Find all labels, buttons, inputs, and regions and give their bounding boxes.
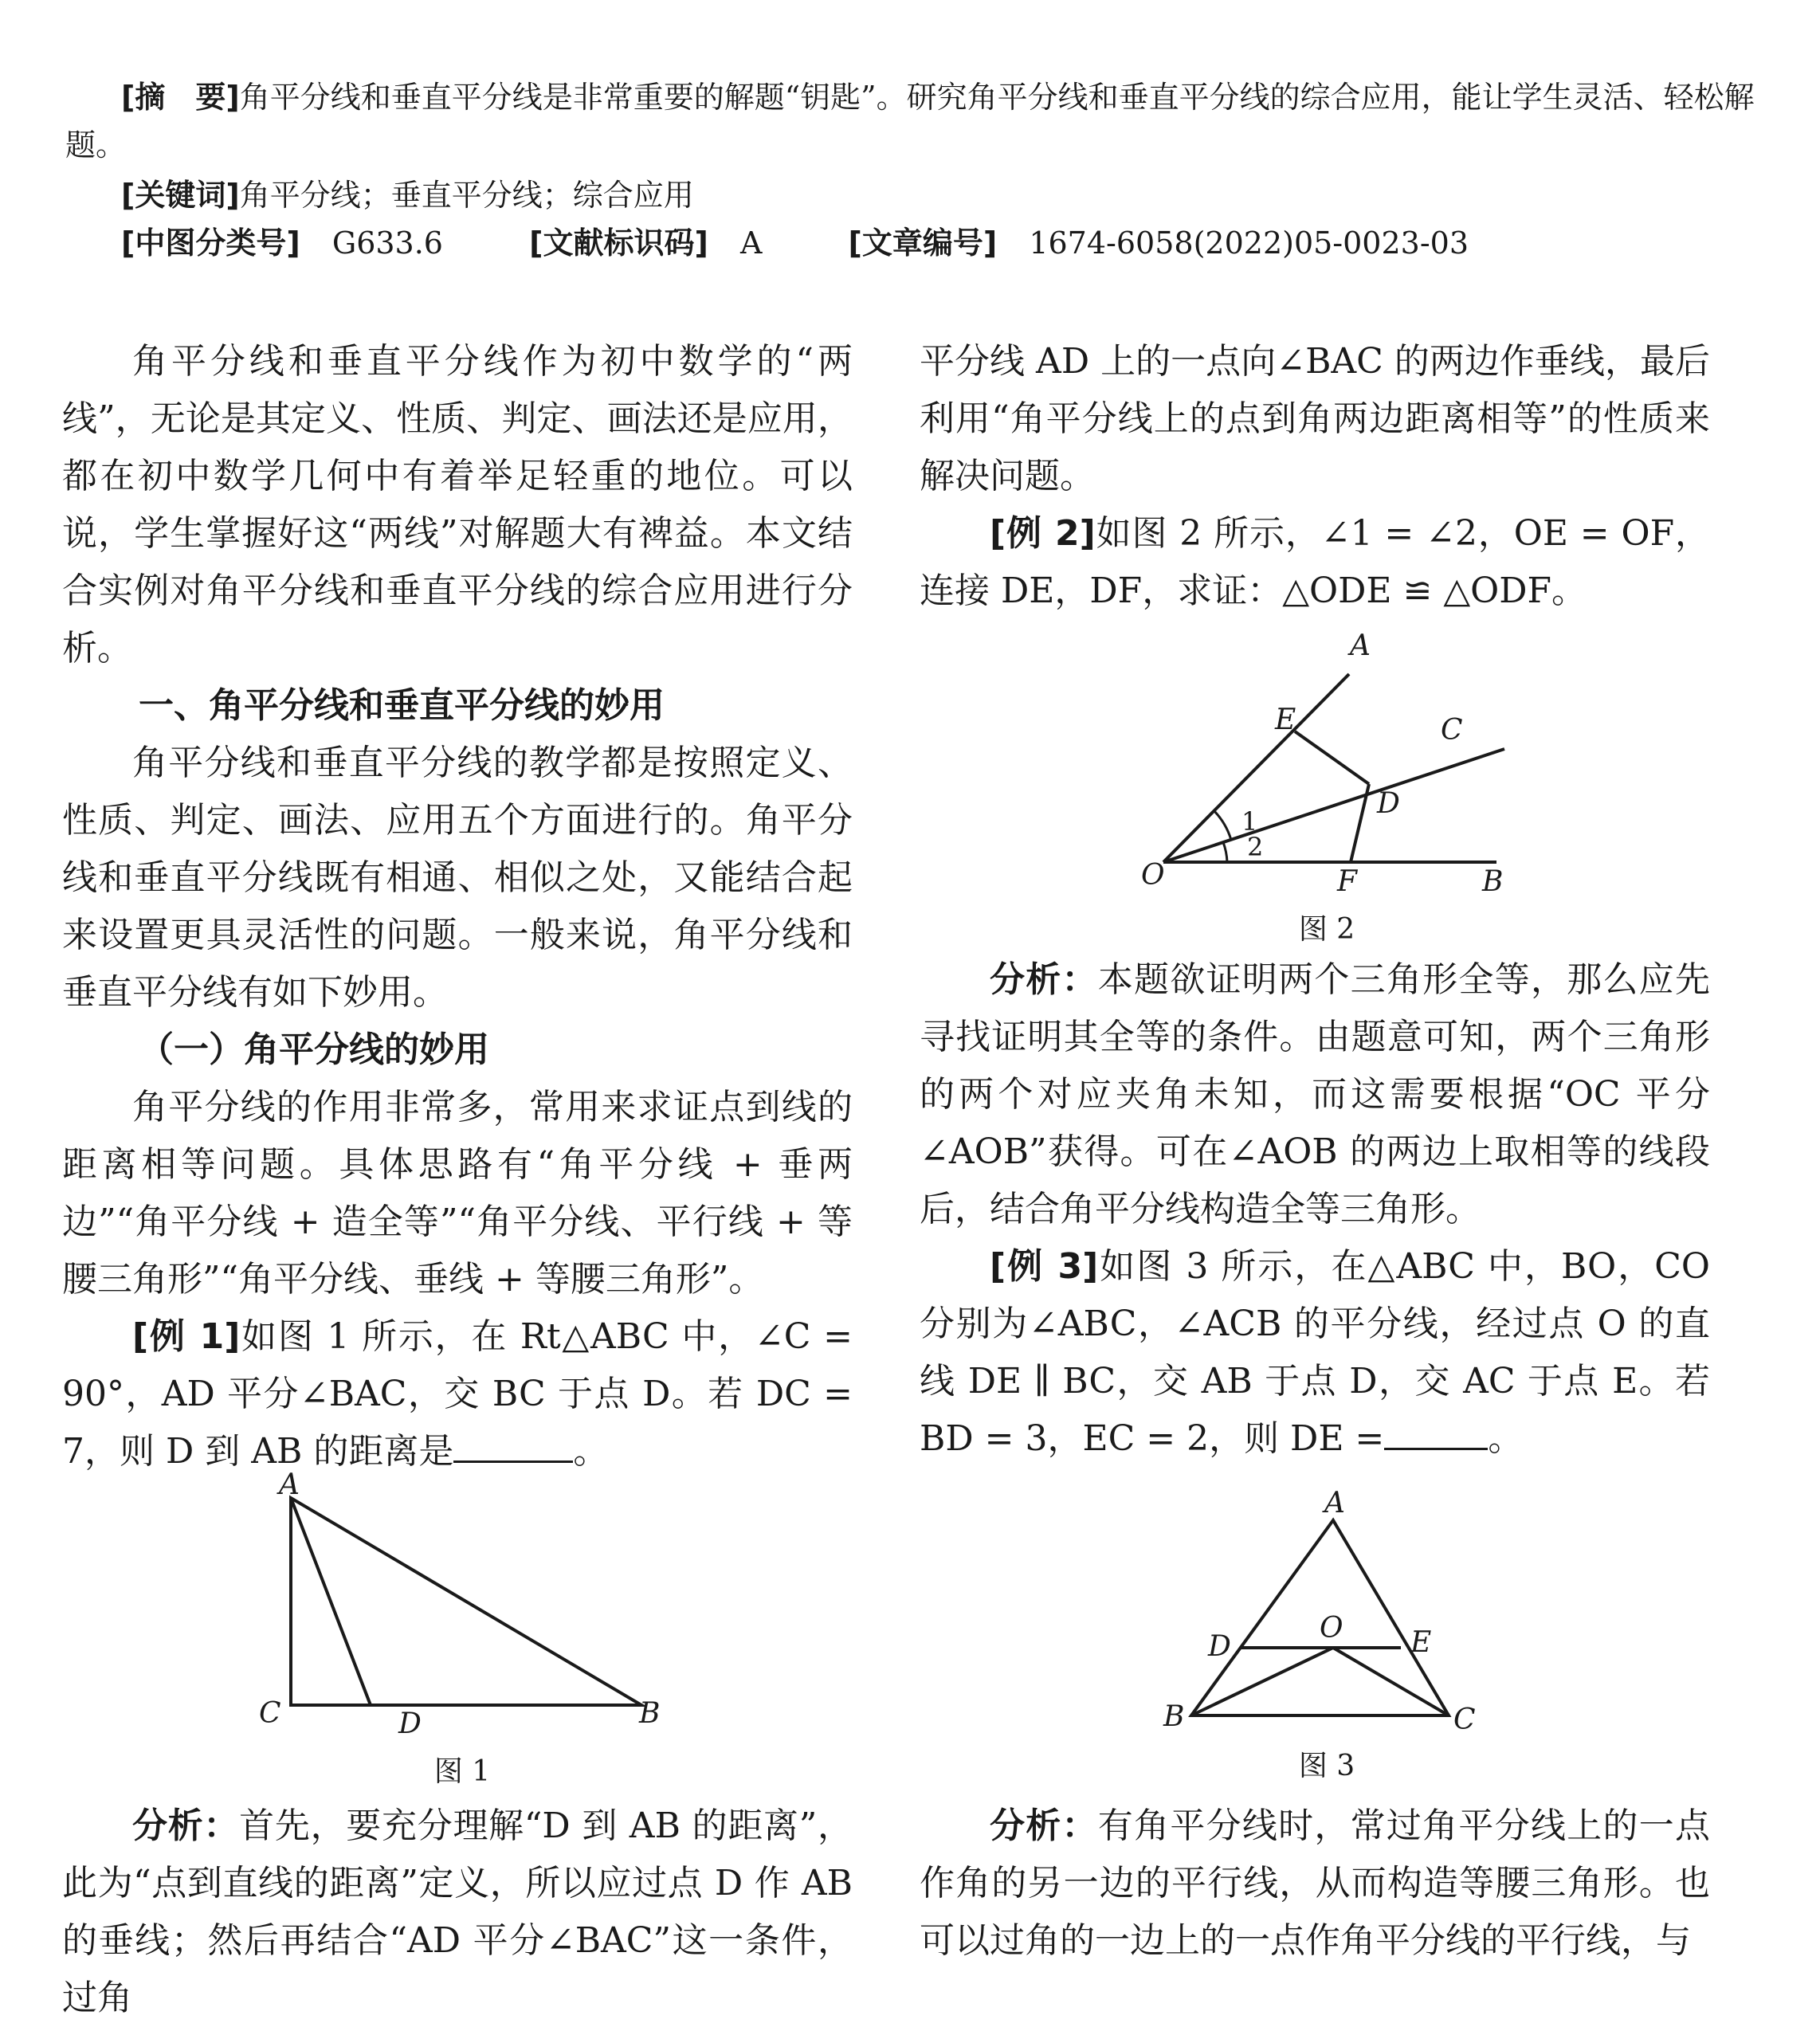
- analysis3-label: 分析：: [990, 1805, 1098, 1846]
- analysis2-text: 本题欲证明两个三角形全等，那么应先寻找证明其全等的条件。由题意可知，两个三角形的两个对应夹角未知，而这需要根据“OC 平分∠AOB”获得。可在∠AOB 的两边上取相等的线段后，结合角平分线构造全等三角形。: [920, 959, 1711, 1229]
- article-no-value: 1674-6058(2022)05-0023-03: [1029, 225, 1469, 261]
- example1-label: [例 1]: [132, 1316, 241, 1357]
- example3-text: 如图 3 所示，在△ABC 中，BO，CO 分别为∠ABC，∠ACB 的平分线，经过点 O 的直线 DE ∥ BC，交 AB 于点 D，交 AC 于点 E。若 BD = 3，EC = 2，则 DE =: [920, 1246, 1711, 1459]
- angle-1-arc: [1214, 811, 1231, 840]
- fig2-label-1: 1: [1241, 806, 1258, 837]
- ray-oc: [1163, 749, 1504, 862]
- sub1-title: （一）角平分线的妙用: [139, 1029, 489, 1070]
- keywords-text: 角平分线；垂直平分线；综合应用: [239, 178, 694, 213]
- analysis2-label: 分析：: [990, 959, 1098, 1000]
- answer-blank-3: [1384, 1420, 1488, 1450]
- right-column-analysis: [920, 951, 1710, 1468]
- fig3-label-o: O: [1320, 1612, 1343, 1645]
- fig3-label-b: B: [1163, 1700, 1185, 1733]
- analysis3-text: 有角平分线时，常过角平分线上的一点作角的另一边的平行线，从而构造等腰三角形。也可以过角的一边上的一点作角平分线的平行线，与: [920, 1805, 1711, 1961]
- right-column: [920, 333, 1710, 620]
- figure-3: [1147, 1482, 1498, 1737]
- fig3-label-e: E: [1410, 1626, 1432, 1659]
- section1-title: 一、角平分线和垂直平分线的妙用: [139, 685, 665, 726]
- analysis1-label: 分析：: [132, 1805, 240, 1846]
- example1-text: 如图 1 所示，在 Rt△ABC 中，∠C = 90°，AD 平分∠BAC，交 BC 于点 D。若 DC = 7，则 D 到 AB 的距离是: [62, 1316, 853, 1472]
- left-column: [62, 333, 853, 1480]
- example2-text: 如图 2 所示，∠1 = ∠2，OE = OF，连接 DE，DF，求证：△ODE ≌ △ODF。: [920, 513, 1710, 611]
- fig3-label-d: D: [1208, 1630, 1231, 1663]
- keywords-label: [关键词]: [121, 178, 240, 213]
- fig1-label-b: B: [639, 1697, 661, 1730]
- section1-paragraph: 角平分线和垂直平分线的教学都是按照定义、性质、判定、画法、应用五个方面进行的。角平分线和垂直平分线既有相通、相似之处，又能结合起来设置更具灵活性的问题。一般来说，角平分线和垂直平分线有如下妙用。: [62, 743, 853, 1013]
- analysis1-text: 首先，要充分理解“D 到 AB 的距离”，此为“点到直线的距离”定义，所以应过点 D 作 AB 的垂线；然后再结合“AD 平分∠BAC”这一条件，过角: [62, 1805, 853, 2018]
- abstract-label: [摘 要]: [121, 80, 240, 115]
- figure-2: [1124, 621, 1522, 908]
- fig2-label-b: B: [1482, 865, 1504, 898]
- fig1-label-d: D: [398, 1707, 422, 1740]
- triangle-abc: [291, 1498, 641, 1705]
- fig2-label-a: A: [1350, 629, 1371, 662]
- clc-value: G633.6: [331, 225, 443, 261]
- abstract-text: 角平分线和垂直平分线是非常重要的解题“钥匙”。研究角平分线和垂直平分线的综合应用，能让学生灵活、轻松解题。: [65, 80, 1755, 163]
- analysis3: [920, 1798, 1710, 1970]
- segment-ed: [1295, 731, 1369, 784]
- figure-1-caption: 图 1: [433, 1755, 491, 1788]
- fig1-label-c: C: [259, 1697, 281, 1730]
- fig2-label-e: E: [1275, 704, 1296, 736]
- fig1-label-a: A: [279, 1468, 300, 1501]
- example1-end: 。: [573, 1431, 609, 1472]
- fig2-label-2: 2: [1247, 832, 1264, 862]
- answer-blank-1: [453, 1433, 573, 1463]
- keywords: [121, 171, 694, 219]
- example3-label: [例 3]: [990, 1246, 1099, 1287]
- clc-label: [中图分类号]: [121, 225, 300, 261]
- bisector-ad: [291, 1498, 371, 1705]
- example2: [920, 505, 1710, 620]
- fig2-label-o: O: [1141, 859, 1165, 892]
- abstract: [65, 73, 1755, 169]
- left-column-analysis: [62, 1798, 853, 2027]
- article-no-label: [文章编号]: [848, 225, 998, 261]
- fig3-label-a: A: [1324, 1487, 1345, 1519]
- figure-2-caption: 图 2: [1298, 913, 1355, 946]
- fig2-label-f: F: [1337, 865, 1357, 898]
- doc-code-label: [文献标识码]: [529, 225, 708, 261]
- figure-3-caption: 图 3: [1298, 1750, 1355, 1782]
- example2-label: [例 2]: [990, 513, 1096, 554]
- fig2-label-d: D: [1377, 787, 1400, 820]
- continued-paragraph: 平分线 AD 上的一点向∠BAC 的两边作垂线，最后利用“角平分线上的点到角两边距离相等”的性质来解决问题。: [920, 341, 1710, 496]
- doc-code-value: A: [739, 225, 763, 261]
- fig3-label-c: C: [1453, 1704, 1476, 1736]
- right-column-analysis-3: [920, 1798, 1710, 1970]
- intro-paragraph: 角平分线和垂直平分线作为初中数学的“两线”，无论是其定义、性质、判定、画法还是应用，都在初中数学几何中有着举足轻重的地位。可以说，学生掌握好这“两线”对解题大有裨益。本文结合实例对角平分线和垂直平分线的综合应用进行分析。: [62, 341, 853, 668]
- classification-line: [121, 219, 1755, 267]
- figure-1: [239, 1466, 685, 1753]
- sub1-paragraph: 角平分线的作用非常多，常用来求证点到线的距离相等问题。具体思路有“角平分线 + 垂两边”“角平分线 + 造全等”“角平分线、平行线 + 等腰三角形”“角平分线、垂线 + 等腰三角形”。: [62, 1087, 853, 1300]
- fig2-label-c: C: [1441, 714, 1463, 747]
- example3-end: 。: [1488, 1418, 1524, 1459]
- angle-2-arc: [1223, 842, 1227, 862]
- example1: [62, 1308, 853, 1480]
- analysis1: [62, 1798, 853, 2027]
- analysis2: [920, 951, 1710, 1238]
- example3: [920, 1238, 1710, 1468]
